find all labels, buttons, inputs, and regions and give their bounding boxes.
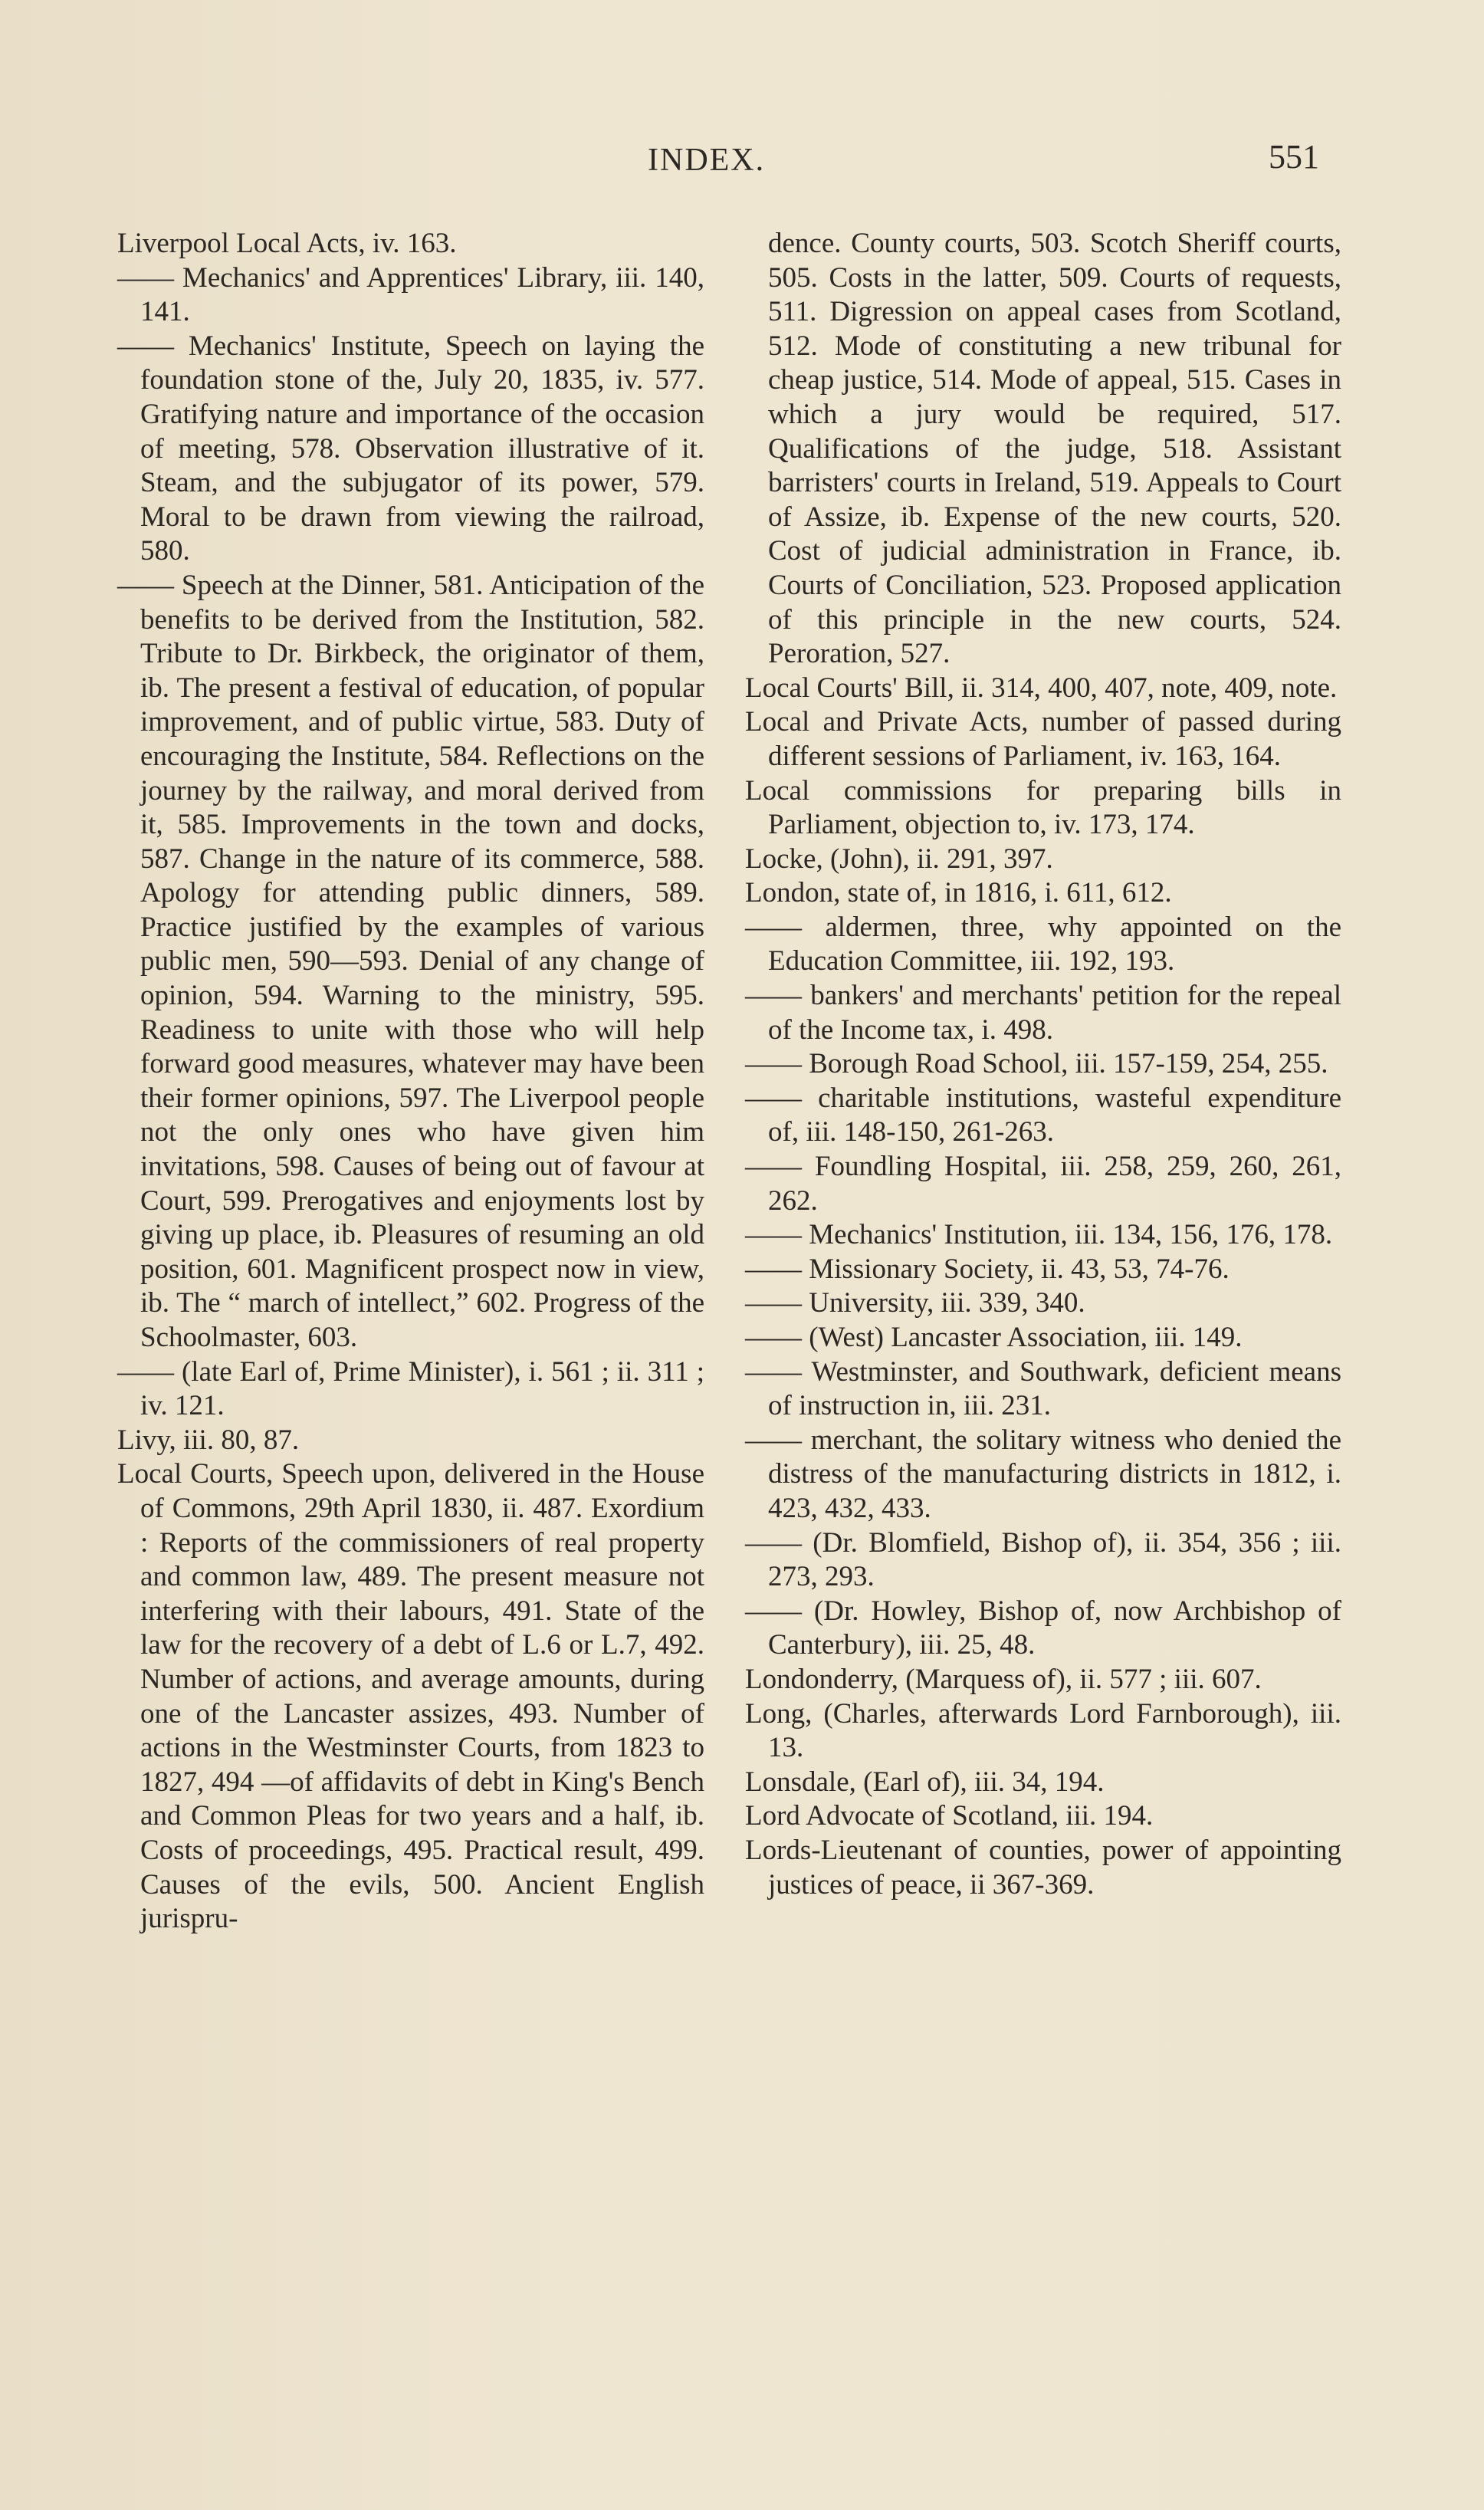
index-column-left xyxy=(117,227,704,1937)
index-entry: Long, (Charles, afterwards Lord Farnborough), iii. 13. xyxy=(745,1697,1341,1764)
index-entry: —— merchant, the solitary witness who denied the distress of the manufacturing districts in 1812, i. 423, 432, 433. xyxy=(745,1424,1341,1524)
page-number: 551 xyxy=(1269,138,1319,176)
index-entry: —— Mechanics' and Apprentices' Library, iii. 140, 141. xyxy=(117,261,704,328)
index-entry: Local Courts, Speech upon, delivered in the House of Commons, 29th April 1830, ii. 487. Exordium : Reports of the commissioners of real property and common law, 489. The present measure not interfering with their labours, 491. State of the law for the recovery of a debt of L.6 or L.7, 492. Number of actions, and average amounts, during one of the Lancaster assizes, 493. Number of actions in the Westminster Courts, from 1823 to 1827, 494 —of affidavits of debt in King's Bench and Common Pleas for two years and a half, ib. Costs of proceedings, 495. Practical result, 499. Causes of the evils, 500. Ancient English jurispru- xyxy=(117,1458,704,1935)
index-entry: —— bankers' and merchants' petition for the repeal of the Income tax, i. 498. xyxy=(745,980,1341,1046)
index-entry: —— (Dr. Howley, Bishop of, now Archbishop of Canterbury), iii. 25, 48. xyxy=(745,1595,1341,1661)
index-entry: Locke, (John), ii. 291, 397. xyxy=(745,843,1053,875)
index-entry: Local commissions for preparing bills in Parliament, objection to, iv. 173, 174. xyxy=(745,774,1341,841)
index-entry: London, state of, in 1816, i. 611, 612. xyxy=(745,877,1172,909)
index-entry: —— (West) Lancaster Association, iii. 149. xyxy=(745,1322,1243,1353)
index-entry: —— (Dr. Blomfield, Bishop of), ii. 354, 356 ; iii. 273, 293. xyxy=(745,1526,1341,1593)
index-column-right xyxy=(745,227,1341,1902)
index-entry: Local Courts' Bill, ii. 314, 400, 407, note, 409, note. xyxy=(745,672,1338,704)
index-entry: —— Mechanics' Institution, iii. 134, 156, 176, 178. xyxy=(745,1219,1333,1251)
index-entry: Lonsdale, (Earl of), iii. 34, 194. xyxy=(745,1766,1105,1798)
index-entry: —— Foundling Hospital, iii. 258, 259, 260, 261, 262. xyxy=(745,1151,1341,1217)
index-entry: Londonderry, (Marquess of), ii. 577 ; iii. 607. xyxy=(745,1663,1262,1695)
index-entry: Local and Private Acts, number of passed during different sessions of Parliament, iv. 163, 164. xyxy=(745,706,1341,772)
index-entry: —— University, iii. 339, 340. xyxy=(745,1287,1085,1319)
index-entry: —— Missionary Society, ii. 43, 53, 74-76. xyxy=(745,1253,1230,1285)
index-entry: —— (late Earl of, Prime Minister), i. 561 ; ii. 311 ; iv. 121. xyxy=(117,1355,704,1422)
index-entry: Lord Advocate of Scotland, iii. 194. xyxy=(745,1800,1154,1832)
index-entry: —— Speech at the Dinner, 581. Anticipation of the benefits to be derived from the Institution, 582. Tribute to Dr. Birkbeck, the originator of them, ib. The present a festival of education, of popular improvement, and of public virtue, 583. Duty of encouraging the Institute, 584. Reflections on the journey by the railway, and moral derived from it, 585. Improvements in the town and docks, 587. Change in the nature of its commerce, 588. Apology for attending public dinners, 589. Practice justified by the examples of various public men, 590—593. Denial of any change of opinion, 594. Warning to the ministry, 595. Readiness to unite with those who will help forward good measures, whatever may have been their former opinions, 597. The Liverpool people not the only ones who have given him invitations, 598. Causes of being out of favour at Court, 599. Prerogatives and enjoyments lost by giving up place, ib. Pleasures of resuming an old position, 601. Magnificent prospect now in view, ib. The “ march of intellect,” 602. Progress of the Schoolmaster, 603. xyxy=(117,569,704,1353)
running-head: INDEX. xyxy=(648,143,766,178)
index-entry: —— aldermen, three, why appointed on the Education Committee, iii. 192, 193. xyxy=(745,911,1341,977)
index-entry: Livy, iii. 80, 87. xyxy=(117,1424,300,1456)
page-header xyxy=(0,138,1484,188)
index-entry: —— Borough Road School, iii. 157-159, 254, 255. xyxy=(745,1048,1328,1080)
index-entry: Lords-Lieutenant of counties, power of appointing justices of peace, ii 367-369. xyxy=(745,1834,1341,1901)
index-entry-continuation: dence. County courts, 503. Scotch Sheriff courts, 505. Costs in the latter, 509. Courts of requests, 511. Digression on appeal cases from Scotland, 512. Mode of constituting a new tribunal for cheap justice, 514. Mode of appeal, 515. Cases in which a jury would be required, 517. Qualifications of the judge, 518. Assistant barristers' courts in Ireland, 519. Appeals to Court of Assize, ib. Expense of the new courts, 520. Cost of judicial administration in France, ib. Courts of Conciliation, 523. Proposed application of this principle in the new courts, 524. Peroration, 527. xyxy=(768,228,1341,670)
index-entry: —— Mechanics' Institute, Speech on laying the foundation stone of the, July 20, 1835, iv. 577. Gratifying nature and importance of the occasion of meeting, 578. Observation illustrative of it. Steam, and the subjugator of its power, 579. Moral to be drawn from viewing the railroad, 580. xyxy=(117,330,704,567)
index-entry: Liverpool Local Acts, iv. 163. xyxy=(117,228,457,259)
index-entry: —— charitable institutions, wasteful expenditure of, iii. 148-150, 261-263. xyxy=(745,1082,1341,1148)
index-entry: —— Westminster, and Southwark, deficient means of instruction in, iii. 231. xyxy=(745,1355,1341,1422)
